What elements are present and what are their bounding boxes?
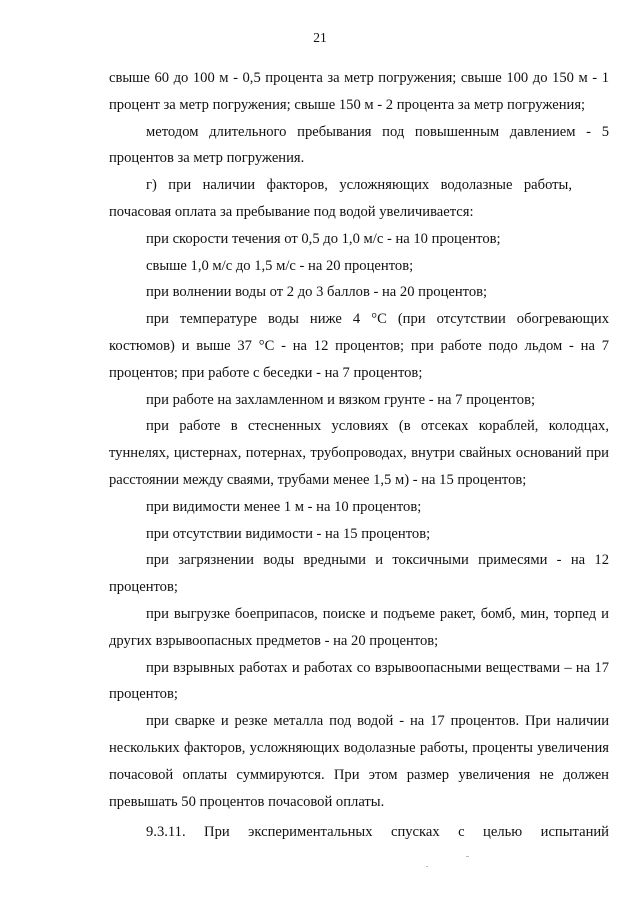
paragraph-blasting-works: при взрывных работах и работах со взрывоопасными веществами – на 17 процентов; (109, 659, 609, 703)
scan-artifact-dot (426, 866, 428, 867)
paragraph-munitions-unloading: при выгрузке боеприпасов, поиске и подъеме ракет, бомб, мин, торпед и других взрывоопасных предметов - на 20 процентов; (109, 605, 609, 649)
paragraph-depth-rates: свыше 60 до 100 м - 0,5 процента за метр погружения; свыше 100 до 150 м - 1 процент за метр погружения; свыше 150 м - 2 процента за метр погружения; (109, 70, 609, 113)
paragraph-no-visibility: при отсутствии видимости - на 15 процентов; (146, 525, 431, 542)
paragraph-water-temperature: при температуре воды ниже 4 °С (при отсутствии обогревающих костюмов) и выше 37 °С - на 12 процентов; при работе подо льдом - на 7 процентов; при работе с беседки - на 7 процентов; (109, 311, 609, 381)
paragraph-confined-conditions: при работе в стесненных условиях (в отсеках кораблей, колодцах, туннелях, цистернах, потернах, трубопроводах, внутри свайных оснований при расстоянии между сваями, трубами менее 1,5 м) - на 15 процентов; (109, 418, 609, 488)
paragraph-cluttered-ground: при работе на захламленном и вязком грунте - на 7 процентов; (146, 391, 536, 408)
paragraph-current-speed: при скорости течения от 0,5 до 1,0 м/с - на 10 процентов; (146, 230, 501, 247)
paragraph-wave-height: при волнении воды от 2 до 3 баллов - на 20 процентов; (146, 284, 488, 301)
document-body (109, 65, 609, 846)
scan-artifact-dot (466, 856, 469, 857)
page-number: 21 (313, 30, 327, 45)
paragraph-low-visibility: при видимости менее 1 м - на 10 процентов; (146, 498, 422, 515)
paragraph-current-speed-high: свыше 1,0 м/с до 1,5 м/с - на 20 процентов; (146, 257, 414, 274)
paragraph-water-pollution: при загрязнении воды вредными и токсичными примесями - на 12 процентов; (109, 552, 609, 596)
paragraph-complicating-factors: г) при наличии факторов, усложняющих водолазные работы, почасовая оплата за пребывание под водой увеличивается: (109, 177, 572, 220)
paragraph-section-9-3-11: 9.3.11. При экспериментальных спусках с целью испытаний (146, 824, 609, 841)
paragraph-long-pressure-method: методом длительного пребывания под повышенным давлением - 5 процентов за метр погружения. (109, 123, 609, 167)
paragraph-welding-and-summation: при сварке и резке металла под водой - на 17 процентов. При наличии нескольких факторов, усложняющих водолазные работы, проценты увеличения почасовой оплаты суммируются. При этом размер увеличения не должен превышать 50 процентов почасовой оплаты. (109, 713, 609, 810)
